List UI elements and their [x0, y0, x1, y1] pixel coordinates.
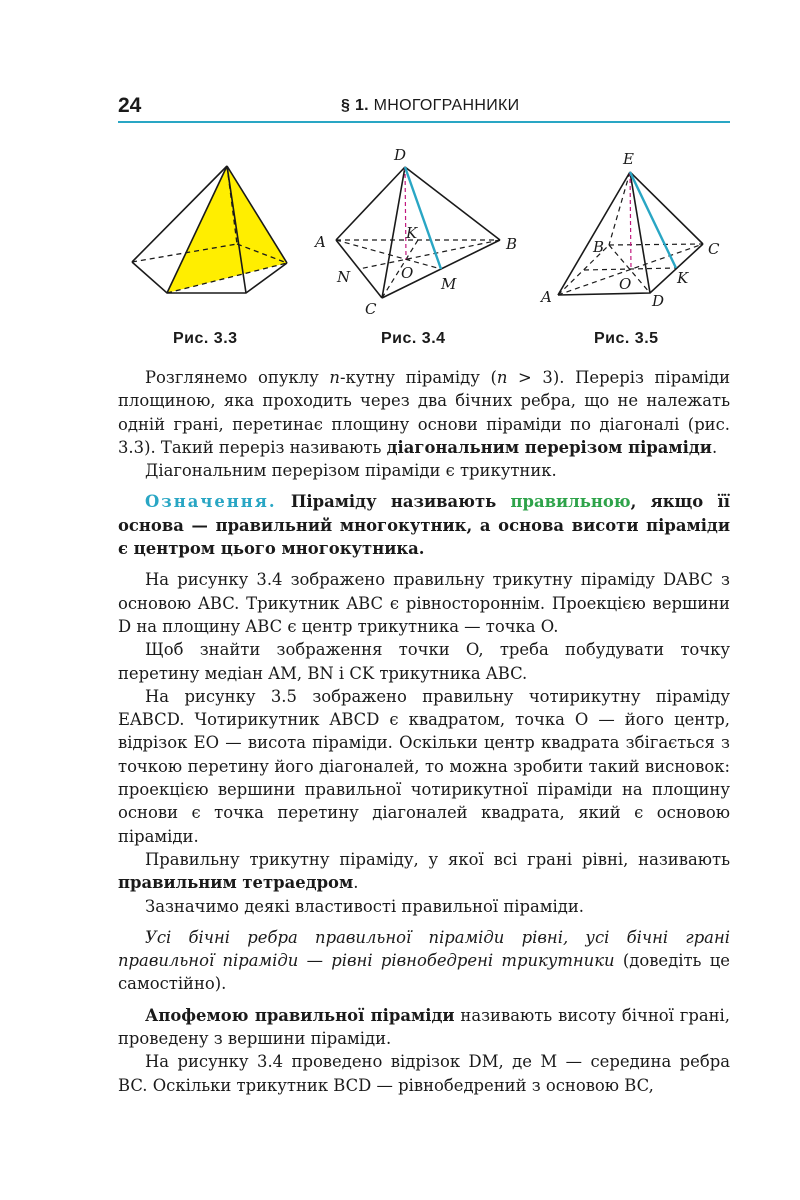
paragraph: На рисунку 3.4 проведено відрізок DM, де M — середина ребра BC. Оскільки трикутник BCD — рівнобедрений з основою BC,: [118, 1052, 730, 1095]
paragraph: Діагональним перерізом піраміди є трикутник.: [145, 461, 557, 481]
label-O: O: [401, 264, 414, 282]
header-rule: [118, 121, 730, 123]
figure-3-5: [535, 148, 735, 313]
figure-3-4: [310, 140, 530, 325]
height-EO: [630, 172, 631, 269]
paragraph: Щоб знайти зображення точки O, треба побудувати точку перетину медіан AM, BN і CK трикутника ABC.: [118, 640, 730, 683]
hidden-lines: [336, 240, 500, 298]
diagonal-section: [167, 166, 287, 293]
pyramid-edges: [336, 167, 500, 298]
paragraph: Розглянемо опуклу n-кутну піраміду (n > 3). Переріз піраміди площиною, яка проходить через два бічних ребра, що не належать одній грані, перетинає площину основи піраміди по діагоналі (рис. 3.3). Такий переріз називають діагональним перерізом піраміди.: [118, 368, 730, 457]
label-K: K: [677, 269, 689, 287]
property: Усі бічні ребра правильної піраміди рівні, усі бічні грані правильної піраміди — рівні рівнобедрені трикутники (доведіть це самостійно).: [118, 927, 730, 994]
label-K: K: [406, 224, 418, 242]
section-name: МНОГОГРАННИКИ: [373, 97, 520, 114]
page-number: 24: [118, 94, 142, 117]
caption-fig-3-4: Рис. 3.4: [381, 330, 446, 347]
label-A: A: [541, 288, 552, 306]
term-regular-tetrahedron: правильним тетраедром: [118, 873, 354, 893]
section-title: [341, 97, 519, 115]
label-A: A: [315, 233, 326, 251]
label-C: C: [708, 240, 720, 258]
label-D: D: [652, 292, 665, 310]
label-M: M: [441, 275, 457, 293]
label-D: D: [394, 146, 407, 164]
paragraph: На рисунку 3.5 зображено правильну чотирикутну піраміду EABCD. Чотирикутник ABCD є квадратом, точка O — його центр, відрізок EO — висота піраміди. Оскільки центр квадрата збігається з точкою перетину його діагоналей, то можна зробити такий висновок: проекцією вершини правильної чотирикутної піраміди на площину основи є точка перетину діагоналей квадрата, який є основою піраміди.: [118, 686, 730, 846]
definition-label: Означення.: [145, 492, 277, 512]
apothem-EK: [630, 172, 676, 268]
section-mark: § 1.: [341, 97, 369, 114]
label-E: E: [623, 150, 634, 168]
definition: Означення. Піраміду називають правильною, якщо її основа — правильний многокутник, а основа висоти піраміди є центром цього многокутника.: [118, 492, 730, 559]
paragraph: Правильну трикутну піраміду, у якої всі грані рівні, називають правильним тетраедром.: [118, 849, 730, 893]
label-N: N: [337, 268, 351, 286]
label-O: O: [619, 275, 632, 293]
term-diagonal-section: діагональним перерізом піраміди: [386, 437, 712, 457]
height-DO: [405, 167, 406, 259]
paragraph: Апофемою правильної піраміди називають висоту бічної грані, проведену з вершини піраміди.: [118, 1005, 730, 1049]
label-B: B: [593, 238, 605, 256]
term-regular: правильною: [510, 492, 631, 512]
caption-fig-3-3: Рис. 3.3: [173, 330, 238, 347]
apothem-DM: [405, 167, 441, 269]
caption-fig-3-5: Рис. 3.5: [594, 330, 659, 347]
body-text: [118, 366, 730, 1097]
paragraph: Зазначимо деякі властивості правильної піраміди.: [145, 896, 584, 916]
term-apothem: Апофемою правильної піраміди: [145, 1005, 455, 1025]
page-header: [118, 92, 730, 122]
label-B: B: [506, 235, 518, 253]
figure-3-3: [120, 150, 300, 310]
paragraph: На рисунку 3.4 зображено правильну трикутну піраміду DABC з основою ABC. Трикутник ABC є рівностороннім. Проекцією вершини D на площину ABC є центр трикутника — точка O.: [118, 570, 730, 636]
label-C: C: [365, 300, 377, 318]
